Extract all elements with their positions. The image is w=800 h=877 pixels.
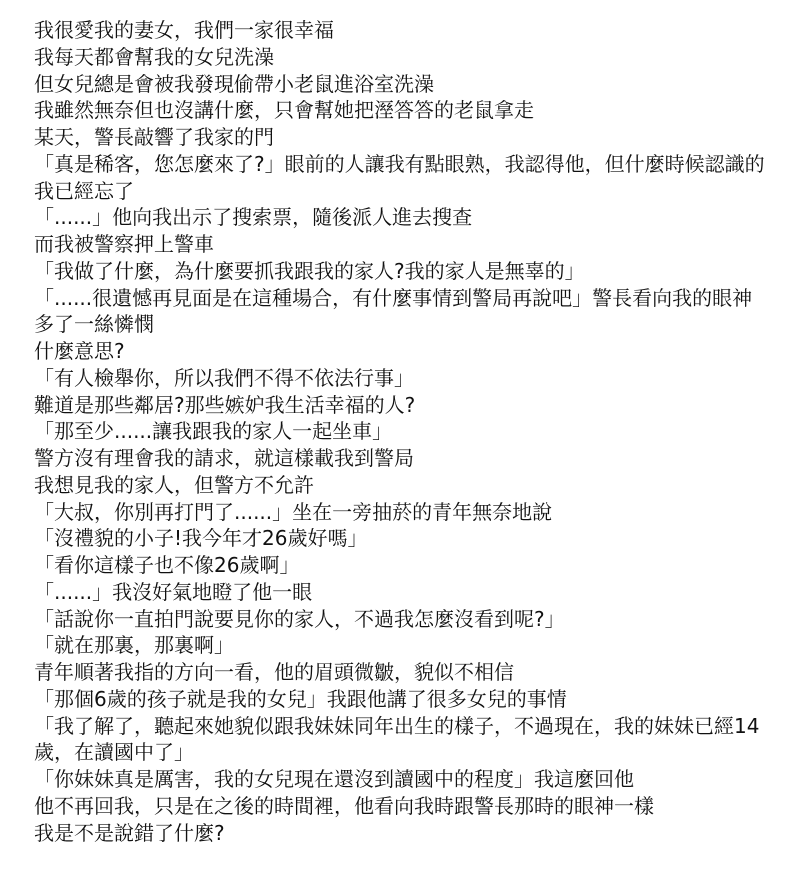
story-line: 「......很遺憾再見面是在這種場合，有什麼事情到警局再說吧」警長看向我的眼神多了一絲憐憫 [34, 285, 753, 337]
story-line: 「看你這樣子也不像26歲啊」 [34, 553, 300, 577]
story-line: 「那至少......讓我跟我的家人一起坐車」 [34, 419, 393, 444]
story-line: 青年順著我指的方向一看，他的眉頭微皺，貌似不相信 [34, 660, 514, 684]
story-line: 什麼意思? [34, 339, 125, 363]
story-line: 他不再回我，只是在之後的時間裡，他看向我時跟警長那時的眼神一樣 [34, 793, 654, 818]
story-line: 某天，警長敲響了我家的門 [34, 125, 274, 149]
story-line: 「我了解了，聽起來她貌似跟我妹妹同年出生的樣子，不過現在，我的妹妹已經14歲，在讀國中了」 [34, 713, 760, 765]
story-line: 警方沒有理會我的請求，就這樣載我到警局 [34, 446, 414, 470]
story-line: 我是不是說錯了什麼? [34, 820, 225, 845]
story-line: 我雖然無奈但也沒講什麼，只會幫她把溼答答的老鼠拿走 [34, 98, 534, 123]
story-line: 「那個6歲的孩子就是我的女兒」我跟他講了很多女兒的事情 [34, 686, 567, 711]
story-line: 「......」我沒好氣地瞪了他一眼 [34, 579, 313, 604]
story-line: 「話說你一直拍門說要見你的家人，不過我怎麼沒看到呢?」 [34, 606, 565, 631]
story-line: 我很愛我的妻女，我們一家很幸福 [34, 18, 334, 42]
story-line: 「就在那裏，那裏啊」 [34, 633, 234, 658]
story-text-block [34, 17, 769, 846]
story-line: 「......」他向我出示了搜索票，隨後派人進去搜查 [34, 205, 473, 230]
story-line: 「沒禮貌的小子!我今年才26歲好嗎」 [34, 526, 368, 551]
story-line: 「你妹妹真是厲害，我的女兒現在還沒到讀國中的程度」我這麼回他 [34, 767, 634, 791]
story-line: 「大叔，你別再打門了......」坐在一旁抽菸的青年無奈地說 [34, 499, 553, 524]
story-line: 但女兒總是會被我發現偷帶小老鼠進浴室洗澡 [34, 71, 434, 96]
story-line: 難道是那些鄰居?那些嫉妒我生活幸福的人? [34, 392, 416, 417]
story-line: 我每天都會幫我的女兒洗澡 [34, 44, 274, 69]
story-line: 我想見我的家人，但警方不允許 [34, 472, 314, 497]
story-line: 「真是稀客，您怎麼來了?」眼前的人讓我有點眼熟，我認得他，但什麼時候認識的我已經忘了 [34, 151, 765, 203]
story-line: 而我被警察押上警車 [34, 232, 214, 256]
story-line: 「我做了什麼，為什麼要抓我跟我的家人?我的家人是無辜的」 [34, 258, 585, 283]
story-line: 「有人檢舉你，所以我們不得不依法行事」 [34, 365, 414, 390]
